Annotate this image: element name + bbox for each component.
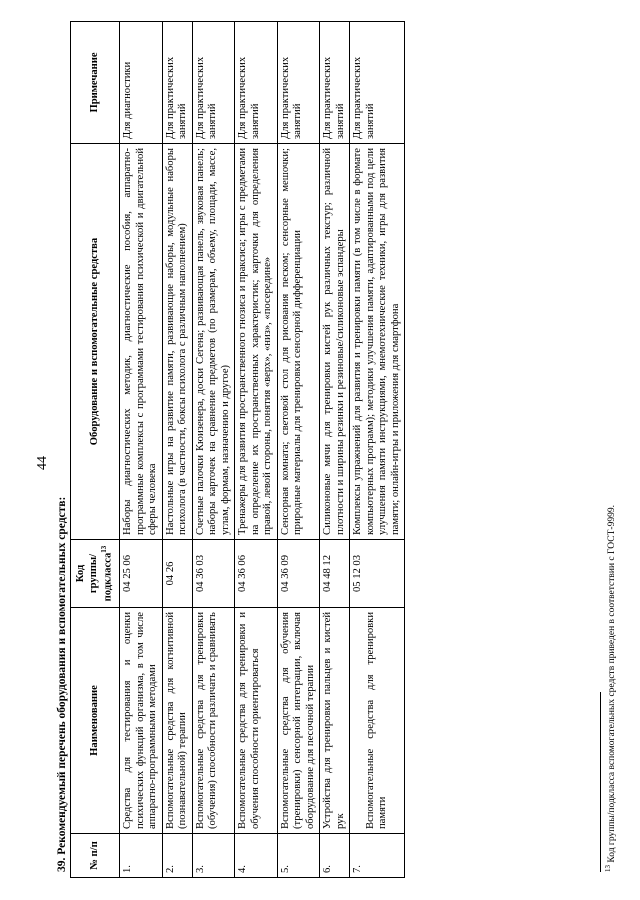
table-row [277,22,320,878]
row-equipment: Силиконовые мячи для тренировки кистей рук различных текстур; различной плотности и ширины резинки и резиновые/силиконовые эспандеры [320,144,350,540]
table-header-row [71,22,120,878]
row-num: 7. [350,834,405,878]
row-code: 04 48 12 [320,540,350,608]
row-num: 4. [235,834,278,878]
row-note: Для практических занятий [277,22,320,144]
row-equipment: Сенсорная комната; световой стол для рисования песком; сенсорные мешочки; природные материалы для тренировки сенсорной дифференциации [277,144,320,540]
header-code [71,540,120,608]
row-num: 5. [277,834,320,878]
footnote-marker: 13 [604,865,612,872]
footnote-text: Код группы/подкласса вспомогательных средств приведен в соответствии с ГОСТ-9999. [607,505,618,863]
row-equipment: Комплексы упражнений для развития и тренировки памяти (в том числе в формате компьютерных программ); методики улучшения памяти, адаптированными под цели улучшения памяти инструкциями, мнемотехнические техники, игры для развития памяти; онлайн-игры и приложения для смартфона [350,144,405,540]
row-num: 6. [320,834,350,878]
table-row [192,22,235,878]
row-code: 04 25 06 [120,540,163,608]
row-num: 3. [192,834,235,878]
row-equipment: Настольные игры на развитие памяти, развивающие наборы, модульные наборы психолога (в частности, боксы психолога с различным наполнением) [162,144,192,540]
footnote-divider [600,692,601,872]
row-name: Вспомогательные средства для тренировки (обучения) способности различать и сравнивать [192,608,235,834]
row-name: Средства для тестирования и оценки психических функций организма, в том числе аппаратно-программными методами [120,608,163,834]
table-row [350,22,405,878]
row-note: Для практических занятий [192,22,235,144]
row-name: Вспомогательные средства для обучения (тренировки) сенсорной интеграции, включая оборудование для песочной терапии [277,608,320,834]
row-code: 04 36 09 [277,540,320,608]
row-equipment: Наборы диагностических методик, диагностические пособия, аппаратно-программные комплексы с программами тестирования психической и двигательной сферы человека [120,144,163,540]
header-equipment: Оборудование и вспомогательные средства [71,144,120,540]
row-code: 04 36 06 [235,540,278,608]
page-number: 44 [35,456,50,470]
row-name: Вспомогательные средства для тренировки памяти [350,608,405,834]
row-name: Вспомогательные средства для тренировки и обучения способности ориентироваться [235,608,278,834]
row-code: 05 12 03 [350,540,405,608]
row-note: Для практических занятий [162,22,192,144]
rotated-page-content [0,16,640,884]
table-row [320,22,350,878]
row-num: 2. [162,834,192,878]
row-note: Для диагностики [120,22,163,144]
row-equipment: Тренажеры для развития пространственного гнозиса и праксиса; игры с предметами на определение их пространственных характеристик; карточки для определения правой, левой стороны, понятия «верх», «низ», «посередине» [235,144,278,540]
header-note: Примечание [71,22,120,144]
row-note: Для практических занятий [320,22,350,144]
table-row [235,22,278,878]
row-equipment: Счетные палочки Кюизенера, доски Сегена; развивающая панель, звуковая панель; наборы карточек на сравнение предметов (по размерам, объему, площади, массе, углам, формам, назначению и другое) [192,144,235,540]
row-name: Вспомогательные средства для когнитивной (познавательной) терапии [162,608,192,834]
row-code: 04 36 03 [192,540,235,608]
row-note: Для практических занятий [235,22,278,144]
section-heading: 39. Рекомендуемый перечень оборудования и вспомогательных средств: [56,496,68,872]
row-note: Для практических занятий [350,22,405,144]
row-num: 1. [120,834,163,878]
equipment-table [70,21,405,878]
header-name: Наименование [71,608,120,834]
header-code-footnote-ref: 13 [100,545,108,553]
table-row [120,22,163,878]
row-name: Устройства для тренировки пальцев и кистей рук [320,608,350,834]
header-num: № п/п [71,834,120,878]
table-row [162,22,192,878]
header-code-label: Код группы/ подкласса [75,552,114,602]
row-code: 04 26 [162,540,192,608]
footnote [604,32,617,872]
